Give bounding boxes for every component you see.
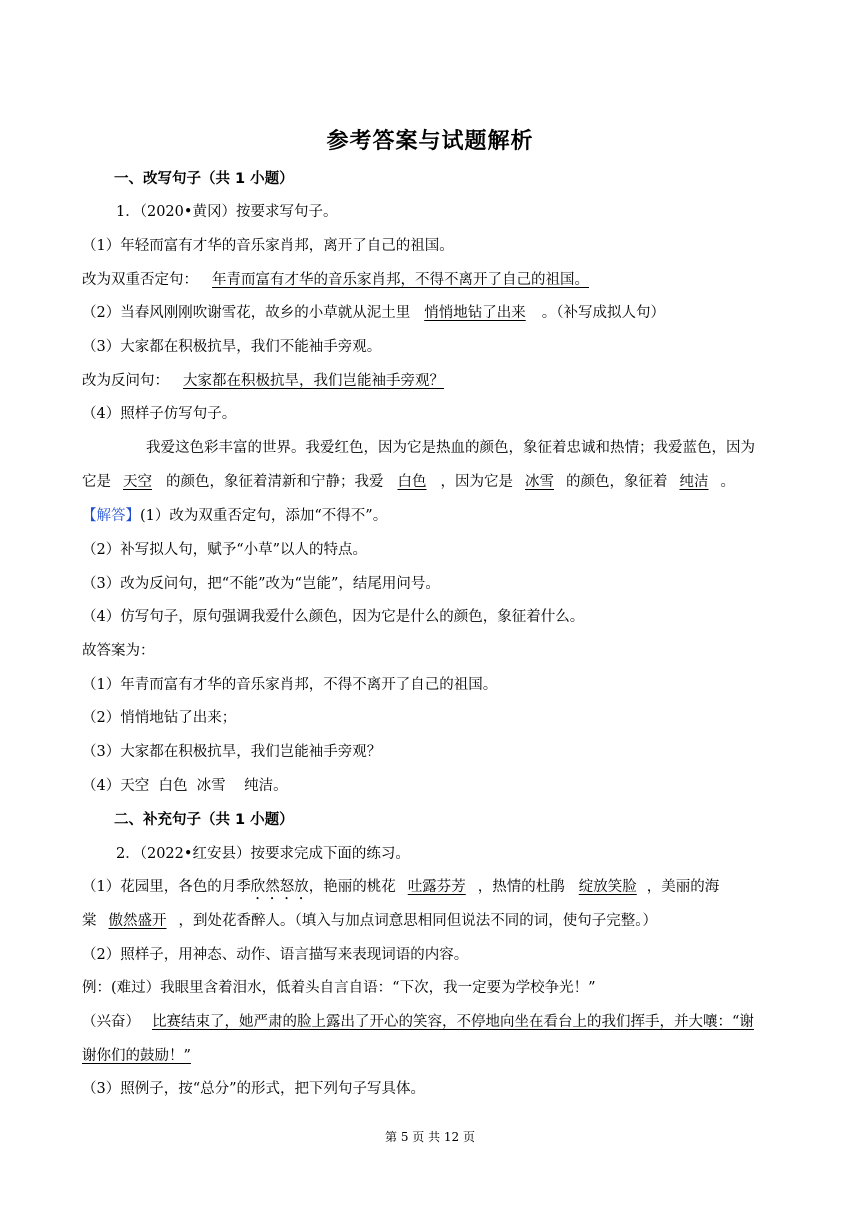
q1-part4-answer-line: 它是 天空 的颜色，象征着清新和宁静；我爱 白色 ，因为它是 冰雪 的颜色，象征着 纯洁 。 (82, 474, 735, 490)
q2-part3: （3）照例子，按“总分”的形式，把下列句子写具体。 (82, 1081, 426, 1097)
question-number: 2． (116, 846, 140, 862)
answer-blank: 傲然盛开 (108, 913, 167, 929)
q1-part3: （3）大家都在积极抗旱，我们不能袖手旁观。 (82, 339, 382, 355)
answer-blank: 绽放笑脸 (578, 879, 637, 895)
q1-part2 (82, 302, 782, 324)
q2-part2-answer-line1 (82, 1011, 782, 1033)
q1-part3-answer-line (82, 370, 782, 392)
answer-blank: 谢你们的鼓励！” (82, 1048, 191, 1064)
q2-part2-answer-line2 (82, 1045, 782, 1067)
section-heading-2: 二、补充句子（共 1 小题） (114, 812, 294, 828)
answer-blank: 纯洁 (679, 474, 709, 490)
answer-blank: 吐露芬芳 (407, 879, 466, 895)
section-heading-1: 一、改写句子（共 1 小题） (114, 171, 294, 187)
answer-blank: 悄悄地钻了出来 (424, 305, 526, 321)
question-source: （2022•红安县）按要求完成下面的练习。 (139, 846, 410, 862)
answer-blank: 比赛结束了，她严肃的脸上露出了开心的笑容，不停地向坐在看台上的我们挥手，并大嚷：“谢 (152, 1014, 754, 1030)
answer-item-2: （2）悄悄地钻了出来； (82, 710, 237, 726)
answer-intro: 故答案为： (82, 643, 155, 659)
page-footer: 第 5 页 共 12 页 (385, 1130, 475, 1144)
q2-part1-line1: （1）花园里，各色的月季欣然怒放，艳丽的桃花 吐露芬芳 ，热情的杜鹃 绽放笑脸 ，美丽的海 (82, 879, 720, 895)
q2-part2: （2）照样子，用神态、动作、语言描写来表现词语的内容。 (82, 947, 469, 963)
question-1-stem (116, 201, 816, 223)
q1-part4-example: 我爱这色彩丰富的世界。我爱红色，因为它是热血的颜色，象征着忠诚和热情；我爱蓝色，因为 (146, 440, 755, 456)
answer-blank: 白色 (397, 474, 427, 490)
q2-part1-line2: 棠 傲然盛开 ，到处花香醉人。（填入与加点词意思相同但说法不同的词，使句子完整。） (82, 913, 657, 929)
answer-item-4: （4）天空 白色 冰雪 纯洁。 (82, 778, 288, 794)
answer-item-1: （1）年青而富有才华的音乐家肖邦，不得不离开了自己的祖国。 (82, 677, 498, 693)
q1-part1: （1）年轻而富有才华的音乐家肖邦，离开了自己的祖国。 (82, 238, 454, 254)
q1-part1-answer-line (82, 269, 782, 291)
solution-line-1: 【解答】(1）改为双重否定句，添加“不得不”。 (82, 508, 388, 524)
question-number: 1． (116, 204, 140, 220)
prompt-label: 改为双重否定句： (82, 272, 198, 288)
solution-line-4: （4）仿写句子，原句强调我爱什么颜色，因为它是什么的颜色，象征着什么。 (82, 609, 585, 625)
page-title: 参考答案与试题解析 (326, 129, 534, 154)
prompt-label: 改为反问句： (82, 373, 169, 389)
question-source: （2020•黄冈）按要求写句子。 (139, 204, 338, 220)
dotted-word: 欣然怒放 (250, 879, 309, 895)
q2-part2-example: 例：(难过）我眼里含着泪水，低着头自言自语：“下次，我一定要为学校争光！” (82, 980, 596, 996)
answer-blank: 年青而富有才华的音乐家肖邦，不得不离开了自己的祖国。 (212, 272, 589, 288)
solution-line-3: （3）改为反问句，把“不能”改为“岂能”，结尾用问号。 (82, 576, 440, 592)
answer-blank: 天空 (123, 474, 152, 490)
answer-item-3: （3）大家都在积极抗旱，我们岂能袖手旁观？ (82, 744, 382, 760)
question-text: 。（补写成拟人句） (541, 305, 665, 321)
question-2-stem (116, 843, 816, 865)
q1-part4: （4）照样子仿写句子。 (82, 406, 237, 422)
question-text: （2）当春风刚刚吹谢雪花，故乡的小草就从泥土里 (82, 305, 411, 321)
answer-blank: 冰雪 (525, 474, 554, 490)
prompt-label: （兴奋） (82, 1014, 140, 1030)
solution-line-2: （2）补写拟人句，赋予“小草”以人的特点。 (82, 542, 368, 558)
answer-blank: 大家都在积极抗旱，我们岂能袖手旁观？ (183, 373, 444, 389)
solution-label: 【解答】 (82, 508, 140, 524)
